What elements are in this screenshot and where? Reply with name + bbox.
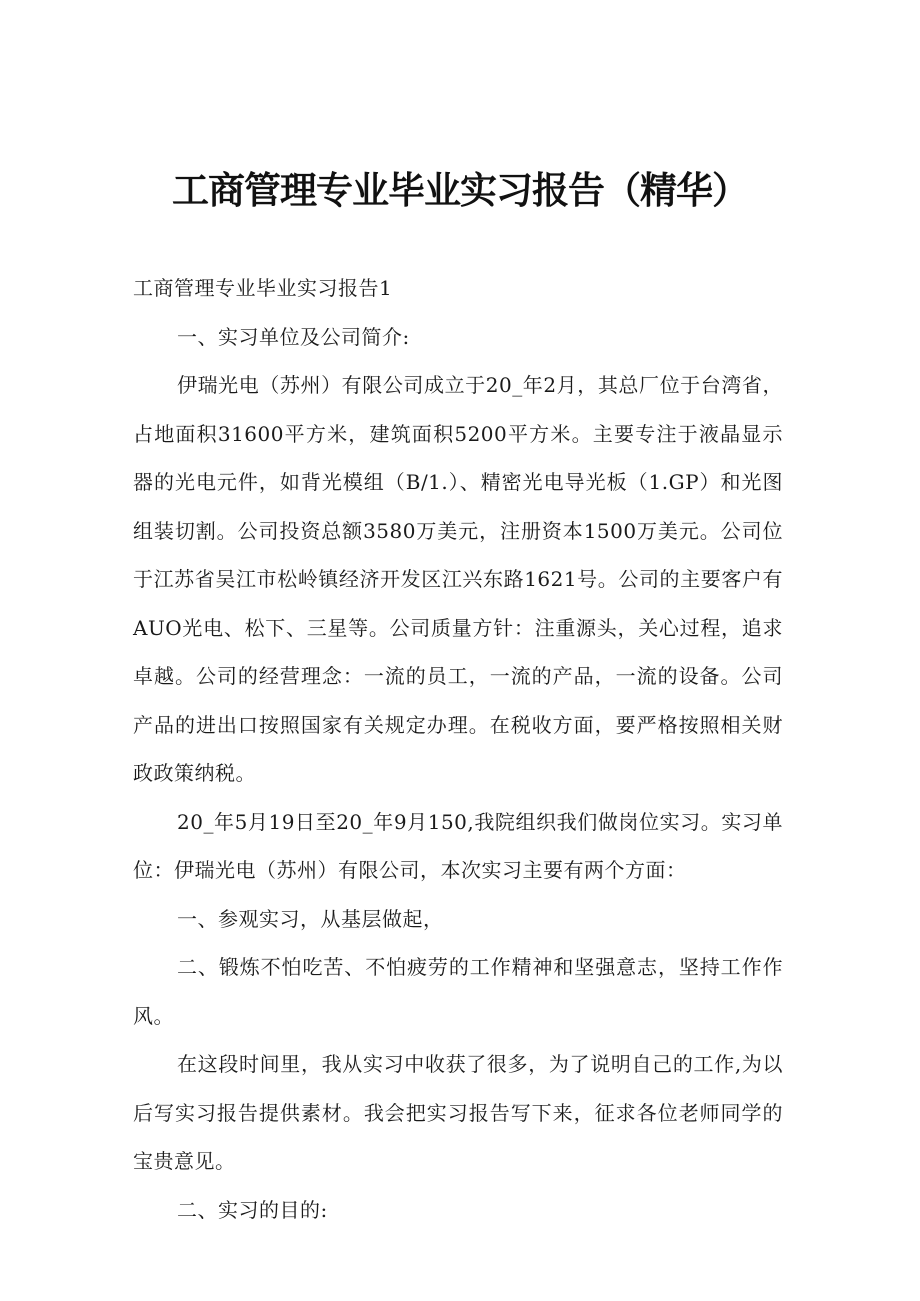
paragraph: 二、实习的目的: bbox=[177, 1197, 328, 1222]
document-title: 工商管理专业毕业实习报告（精华） bbox=[172, 169, 748, 212]
paragraph: 二、锻炼不怕吃苦、不怕疲劳的工作精神和坚强意志，坚持工作作风。 bbox=[133, 955, 783, 1028]
section-heading: 工商管理专业毕业实习报告1 bbox=[133, 276, 393, 300]
paragraph: 一、实习单位及公司简介: bbox=[177, 324, 410, 349]
paragraph: 20_年5月19日至20_年9月150,我院组织我们做岗位实习。实习单位：伊瑞光电（苏州）有限公司，本次实习主要有两个方面： bbox=[133, 809, 783, 882]
paragraph: 在这段时间里，我从实习中收获了很多，为了说明自己的工作,为以后写实习报告提供素材。我会把实习报告写下来，征求各位老师同学的宝贵意见。 bbox=[133, 1052, 783, 1173]
paragraph: 一、参观实习，从基层做起， bbox=[177, 906, 444, 931]
paragraph: 伊瑞光电（苏州）有限公司成立于20_年2月，其总厂位于台湾省，占地面积31600平方米，建筑面积5200平方米。主要专注于液晶显示器的光电元件，如背光模组（B/1.）、精密光电导光板（1.GP）和光图组装切割。公司投资总额3580万美元，注册资本1500万美元。公司位于江苏省吴江市松岭镇经济开发区江兴东路1621号。公司的主要客户有AUO光电、松下、三星等。公司质量方针：注重源头，关心过程，追求卓越。公司的经营理念：一流的员工，一流的产品，一流的设备。公司产品的进出口按照国家有关规定办理。在税收方面，要严格按照相关财政政策纳税。 bbox=[133, 373, 783, 785]
document-body bbox=[133, 264, 783, 1234]
